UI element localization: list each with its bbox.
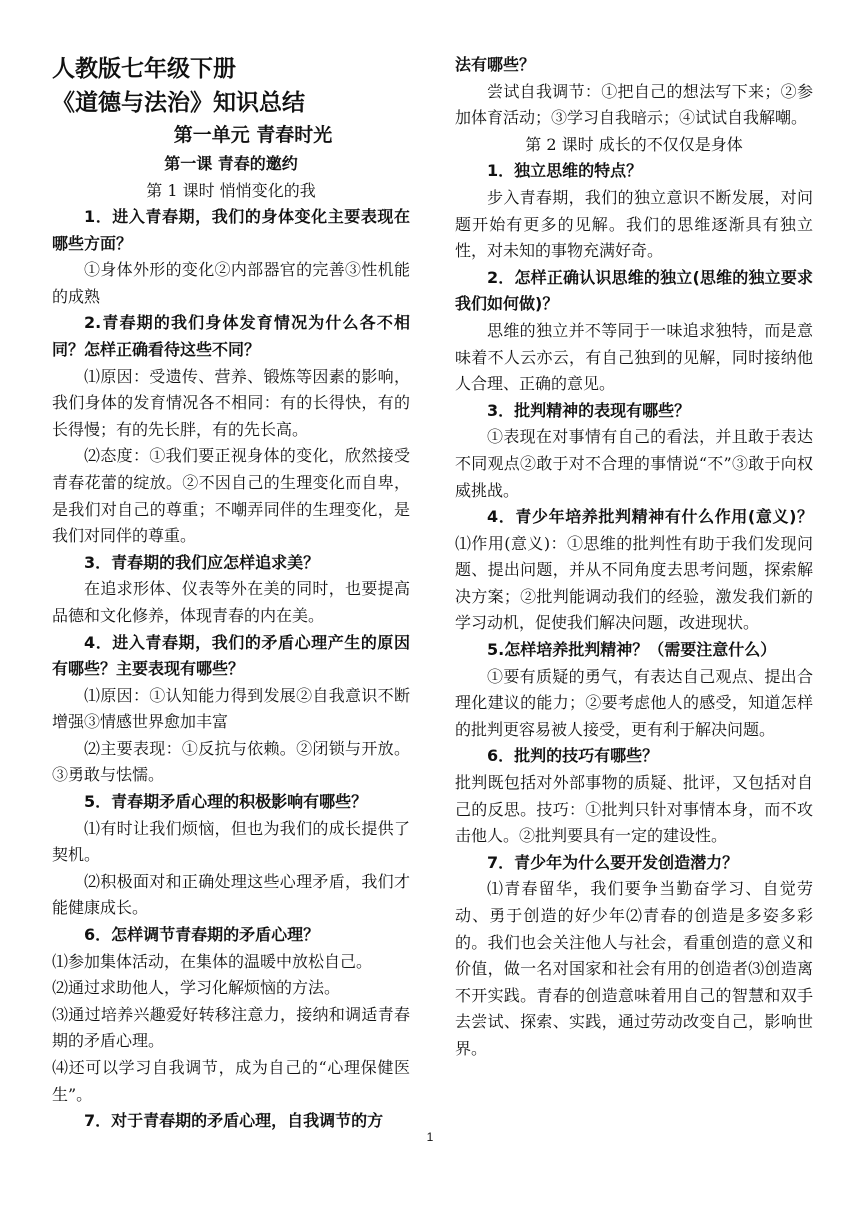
answer-paragraph: ⑴原因：受遗传、营养、锻炼等因素的影响，我们身体的发育情况各不相同：有的长得快，有的长得慢；有的先长胖，有的先长高。 <box>52 366 410 439</box>
right-column <box>455 52 813 1063</box>
question-heading: 3．青春期的我们应怎样追求美？ <box>84 552 320 572</box>
answer-paragraph: ⑶通过培养兴趣爱好转移注意力，接纳和调适青春期的矛盾心理。 <box>52 1004 410 1051</box>
question-heading: 1．进入青春期，我们的身体变化主要表现在哪些方面？ <box>52 207 410 253</box>
answer-paragraph: ①身体外形的变化②内部器官的完善③性机能的成熟 <box>52 260 410 306</box>
answer-paragraph: ⑴青春留华，我们要争当勤奋学习、自觉劳动、勇于创造的好少年⑵青春的创造是多姿多彩的。我们也会关注他人与社会，看重创造的意义和价值，做一名对国家和社会有用的创造者⑶创造离不开实践。青春的创造意味着用自己的智慧和双手去尝试、探索、实践，通过劳动改变自己，影响世界。 <box>455 879 813 1058</box>
document-title-line1: 人教版七年级下册 <box>52 56 236 82</box>
question-heading: 5．青春期矛盾心理的积极影响有哪些？ <box>84 792 368 812</box>
question-heading: 5.怎样培养批判精神？（需要注意什么） <box>487 640 777 660</box>
question-heading: 6．怎样调节青春期的矛盾心理？ <box>84 925 320 945</box>
question-heading: 2.青春期的我们身体发育情况为什么各不相同？怎样正确看待这些不同？ <box>52 313 410 359</box>
period-heading: 第 2 课时 成长的不仅仅是身体 <box>525 134 743 154</box>
left-column-body <box>52 204 410 1135</box>
answer-paragraph: 步入青春期，我们的独立意识不断发展，对问题开始有更多的见解。我们的思维逐渐具有独立性，对未知的事物充满好奇。 <box>455 187 813 261</box>
question-heading: 3．批判精神的表现有哪些？ <box>487 400 691 420</box>
question-heading: 4．青少年培养批判精神有什么作用(意义)？ <box>487 507 813 527</box>
answer-text: ⑴作用(意义)：①思维的批判性有助于我们发现问题、提出问题，并从不同角度去思考问题，探索解决方案；②批判能调动我们的经验，激发我们新的学习动机，促使我们解决问题，改进现状。 <box>455 533 813 633</box>
document-title-line2: 《道德与法治》知识总结 <box>52 90 305 116</box>
question-with-answer <box>455 504 813 637</box>
right-column-body <box>455 52 813 1063</box>
answer-paragraph: 批判既包括对外部事物的质疑、批评，又包括对自己的反思。技巧：①批判只针对事情本身，而不攻击他人。②批判要具有一定的建设性。 <box>455 773 813 846</box>
answer-paragraph: ⑴有时让我们烦恼，但也为我们的成长提供了契机。 <box>52 818 410 865</box>
answer-paragraph: 思维的独立并不等同于一味追求独特，而是意味着不人云亦云，有自己独到的见解，同时接纳他人合理、正确的意见。 <box>455 320 813 394</box>
answer-paragraph: ①要有质疑的勇气，有表达自己观点、提出合理化建议的能力；②要考虑他人的感受，知道怎样的批判更容易被人接受，更有利于解决问题。 <box>455 666 813 739</box>
answer-paragraph: ⑴参加集体活动，在集体的温暖中放松自己。 <box>52 951 373 971</box>
question-heading: 7．青少年为什么要开发创造潜力？ <box>487 852 739 872</box>
question-heading: 2．怎样正确认识思维的独立(思维的独立要求我们如何做)？ <box>455 267 813 314</box>
lesson-heading: 第一课 青春的邀约 <box>164 154 298 173</box>
answer-paragraph: ①表现在对事情有自己的看法，并且敢于表达不同观点②敢于对不合理的事情说“不”③敢于向权威挑战。 <box>455 427 813 500</box>
period-heading: 第 1 课时 悄悄变化的我 <box>146 181 316 200</box>
page-number: 1 <box>426 1130 434 1144</box>
answer-paragraph: ⑵积极面对和正确处理这些心理矛盾，我们才能健康成长。 <box>52 871 410 918</box>
question-heading: 7．对于青春期的矛盾心理，自我调节的方 <box>84 1111 384 1131</box>
answer-paragraph: ⑵态度：①我们要正视身体的变化，欣然接受青春花蕾的绽放。②不因自己的生理变化而自卑，是我们对自己的尊重；不嘲弄同伴的生理变化，是我们对同伴的尊重。 <box>52 446 410 546</box>
unit-heading: 第一单元 青春时光 <box>173 124 333 146</box>
answer-paragraph: ⑷还可以学习自我调节，成为自己的“心理保健医生”。 <box>52 1058 410 1104</box>
answer-paragraph: 在追求形体、仪表等外在美的同时，也要提高品德和文化修养，体现青春的内在美。 <box>52 579 410 625</box>
answer-paragraph: ⑵主要表现：①反抗与依赖。②闭锁与开放。③勇敢与怯懦。 <box>52 738 410 785</box>
left-column <box>52 52 410 1135</box>
answer-paragraph: ⑵通过求助他人，学习化解烦恼的方法。 <box>52 978 341 998</box>
question-heading: 4．进入青春期，我们的矛盾心理产生的原因有哪些？主要表现有哪些？ <box>52 632 410 679</box>
question-heading: 6．批判的技巧有哪些？ <box>487 746 659 766</box>
answer-paragraph: 尝试自我调节：①把自己的想法写下来；②参加体育活动；③学习自我暗示；④试试自我解嘲。 <box>455 81 813 128</box>
question-heading: 法有哪些？ <box>455 55 536 74</box>
answer-paragraph: ⑴原因：①认知能力得到发展②自我意识不断增强③情感世界愈加丰富 <box>52 685 410 732</box>
question-heading: 1．独立思维的特点？ <box>487 161 643 181</box>
